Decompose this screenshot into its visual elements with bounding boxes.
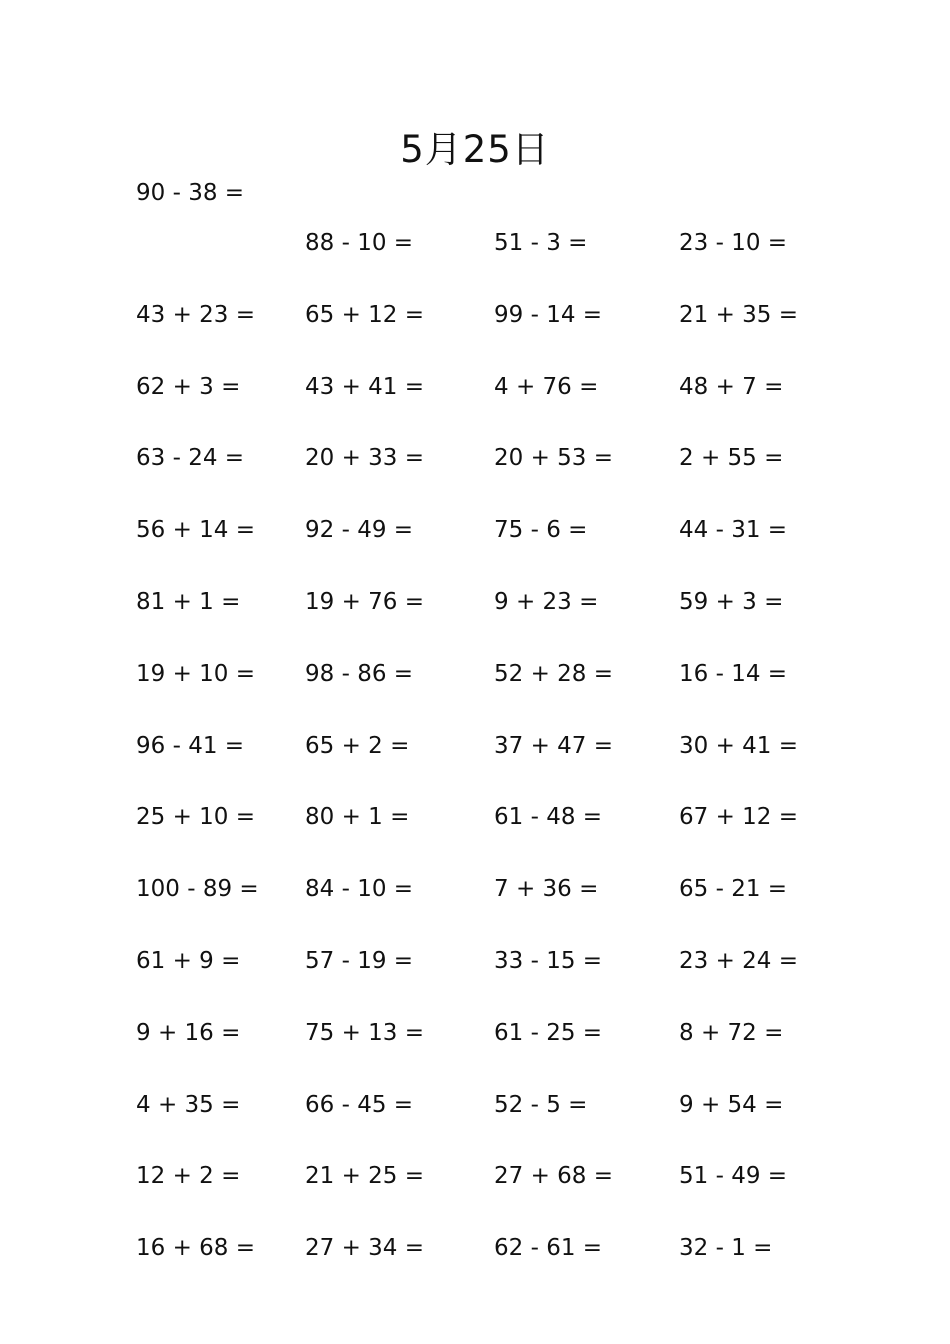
math-problem: 51 - 49 =	[679, 1163, 788, 1189]
math-problem: 62 - 61 =	[494, 1235, 603, 1261]
math-problem: 80 + 1 =	[305, 804, 410, 830]
math-problem: 9 + 16 =	[136, 1020, 241, 1046]
math-problem: 61 - 48 =	[494, 804, 603, 830]
math-problem: 19 + 76 =	[305, 589, 425, 615]
math-problem: 75 + 13 =	[305, 1020, 425, 1046]
math-problem: 57 - 19 =	[305, 948, 414, 974]
math-problem: 81 + 1 =	[136, 589, 241, 615]
math-problem: 65 - 21 =	[679, 876, 788, 902]
math-problem: 51 - 3 =	[494, 230, 588, 256]
math-problem: 9 + 54 =	[679, 1092, 784, 1118]
math-problem: 16 + 68 =	[136, 1235, 256, 1261]
math-problem: 59 + 3 =	[679, 589, 784, 615]
math-problem: 92 - 49 =	[305, 517, 414, 543]
math-problem: 99 - 14 =	[494, 302, 603, 328]
math-problem: 9 + 23 =	[494, 589, 599, 615]
math-problem: 96 - 41 =	[136, 733, 245, 759]
math-problem: 65 + 12 =	[305, 302, 425, 328]
math-problem: 27 + 68 =	[494, 1163, 614, 1189]
math-problem: 16 - 14 =	[679, 661, 788, 687]
math-problem: 90 - 38 =	[136, 180, 245, 206]
math-problem: 48 + 7 =	[679, 374, 784, 400]
math-problem: 65 + 2 =	[305, 733, 410, 759]
math-problem: 100 - 89 =	[136, 876, 259, 902]
math-problem: 84 - 10 =	[305, 876, 414, 902]
math-problem: 25 + 10 =	[136, 804, 256, 830]
math-problem: 56 + 14 =	[136, 517, 256, 543]
math-problem: 20 + 33 =	[305, 445, 425, 471]
math-problem: 23 - 10 =	[679, 230, 788, 256]
math-problem: 4 + 76 =	[494, 374, 599, 400]
page-title: 5月25日	[400, 128, 550, 171]
math-problem: 32 - 1 =	[679, 1235, 773, 1261]
math-problem: 21 + 35 =	[679, 302, 799, 328]
math-problem: 66 - 45 =	[305, 1092, 414, 1118]
math-problem: 61 + 9 =	[136, 948, 241, 974]
math-problem: 43 + 41 =	[305, 374, 425, 400]
math-problem: 75 - 6 =	[494, 517, 588, 543]
math-problem: 44 - 31 =	[679, 517, 788, 543]
math-problem: 20 + 53 =	[494, 445, 614, 471]
math-problem: 30 + 41 =	[679, 733, 799, 759]
math-problem: 27 + 34 =	[305, 1235, 425, 1261]
math-problem: 52 - 5 =	[494, 1092, 588, 1118]
math-problem: 4 + 35 =	[136, 1092, 241, 1118]
math-problem: 61 - 25 =	[494, 1020, 603, 1046]
math-problem: 67 + 12 =	[679, 804, 799, 830]
math-problem: 52 + 28 =	[494, 661, 614, 687]
math-problem: 33 - 15 =	[494, 948, 603, 974]
math-problem: 37 + 47 =	[494, 733, 614, 759]
math-problem: 8 + 72 =	[679, 1020, 784, 1046]
math-problem: 12 + 2 =	[136, 1163, 241, 1189]
math-problem: 63 - 24 =	[136, 445, 245, 471]
math-problem: 62 + 3 =	[136, 374, 241, 400]
math-problem: 7 + 36 =	[494, 876, 599, 902]
math-problem: 2 + 55 =	[679, 445, 784, 471]
math-problem: 23 + 24 =	[679, 948, 799, 974]
math-problem: 21 + 25 =	[305, 1163, 425, 1189]
math-problem: 98 - 86 =	[305, 661, 414, 687]
math-problem: 19 + 10 =	[136, 661, 256, 687]
math-problem: 43 + 23 =	[136, 302, 256, 328]
math-problem: 88 - 10 =	[305, 230, 414, 256]
